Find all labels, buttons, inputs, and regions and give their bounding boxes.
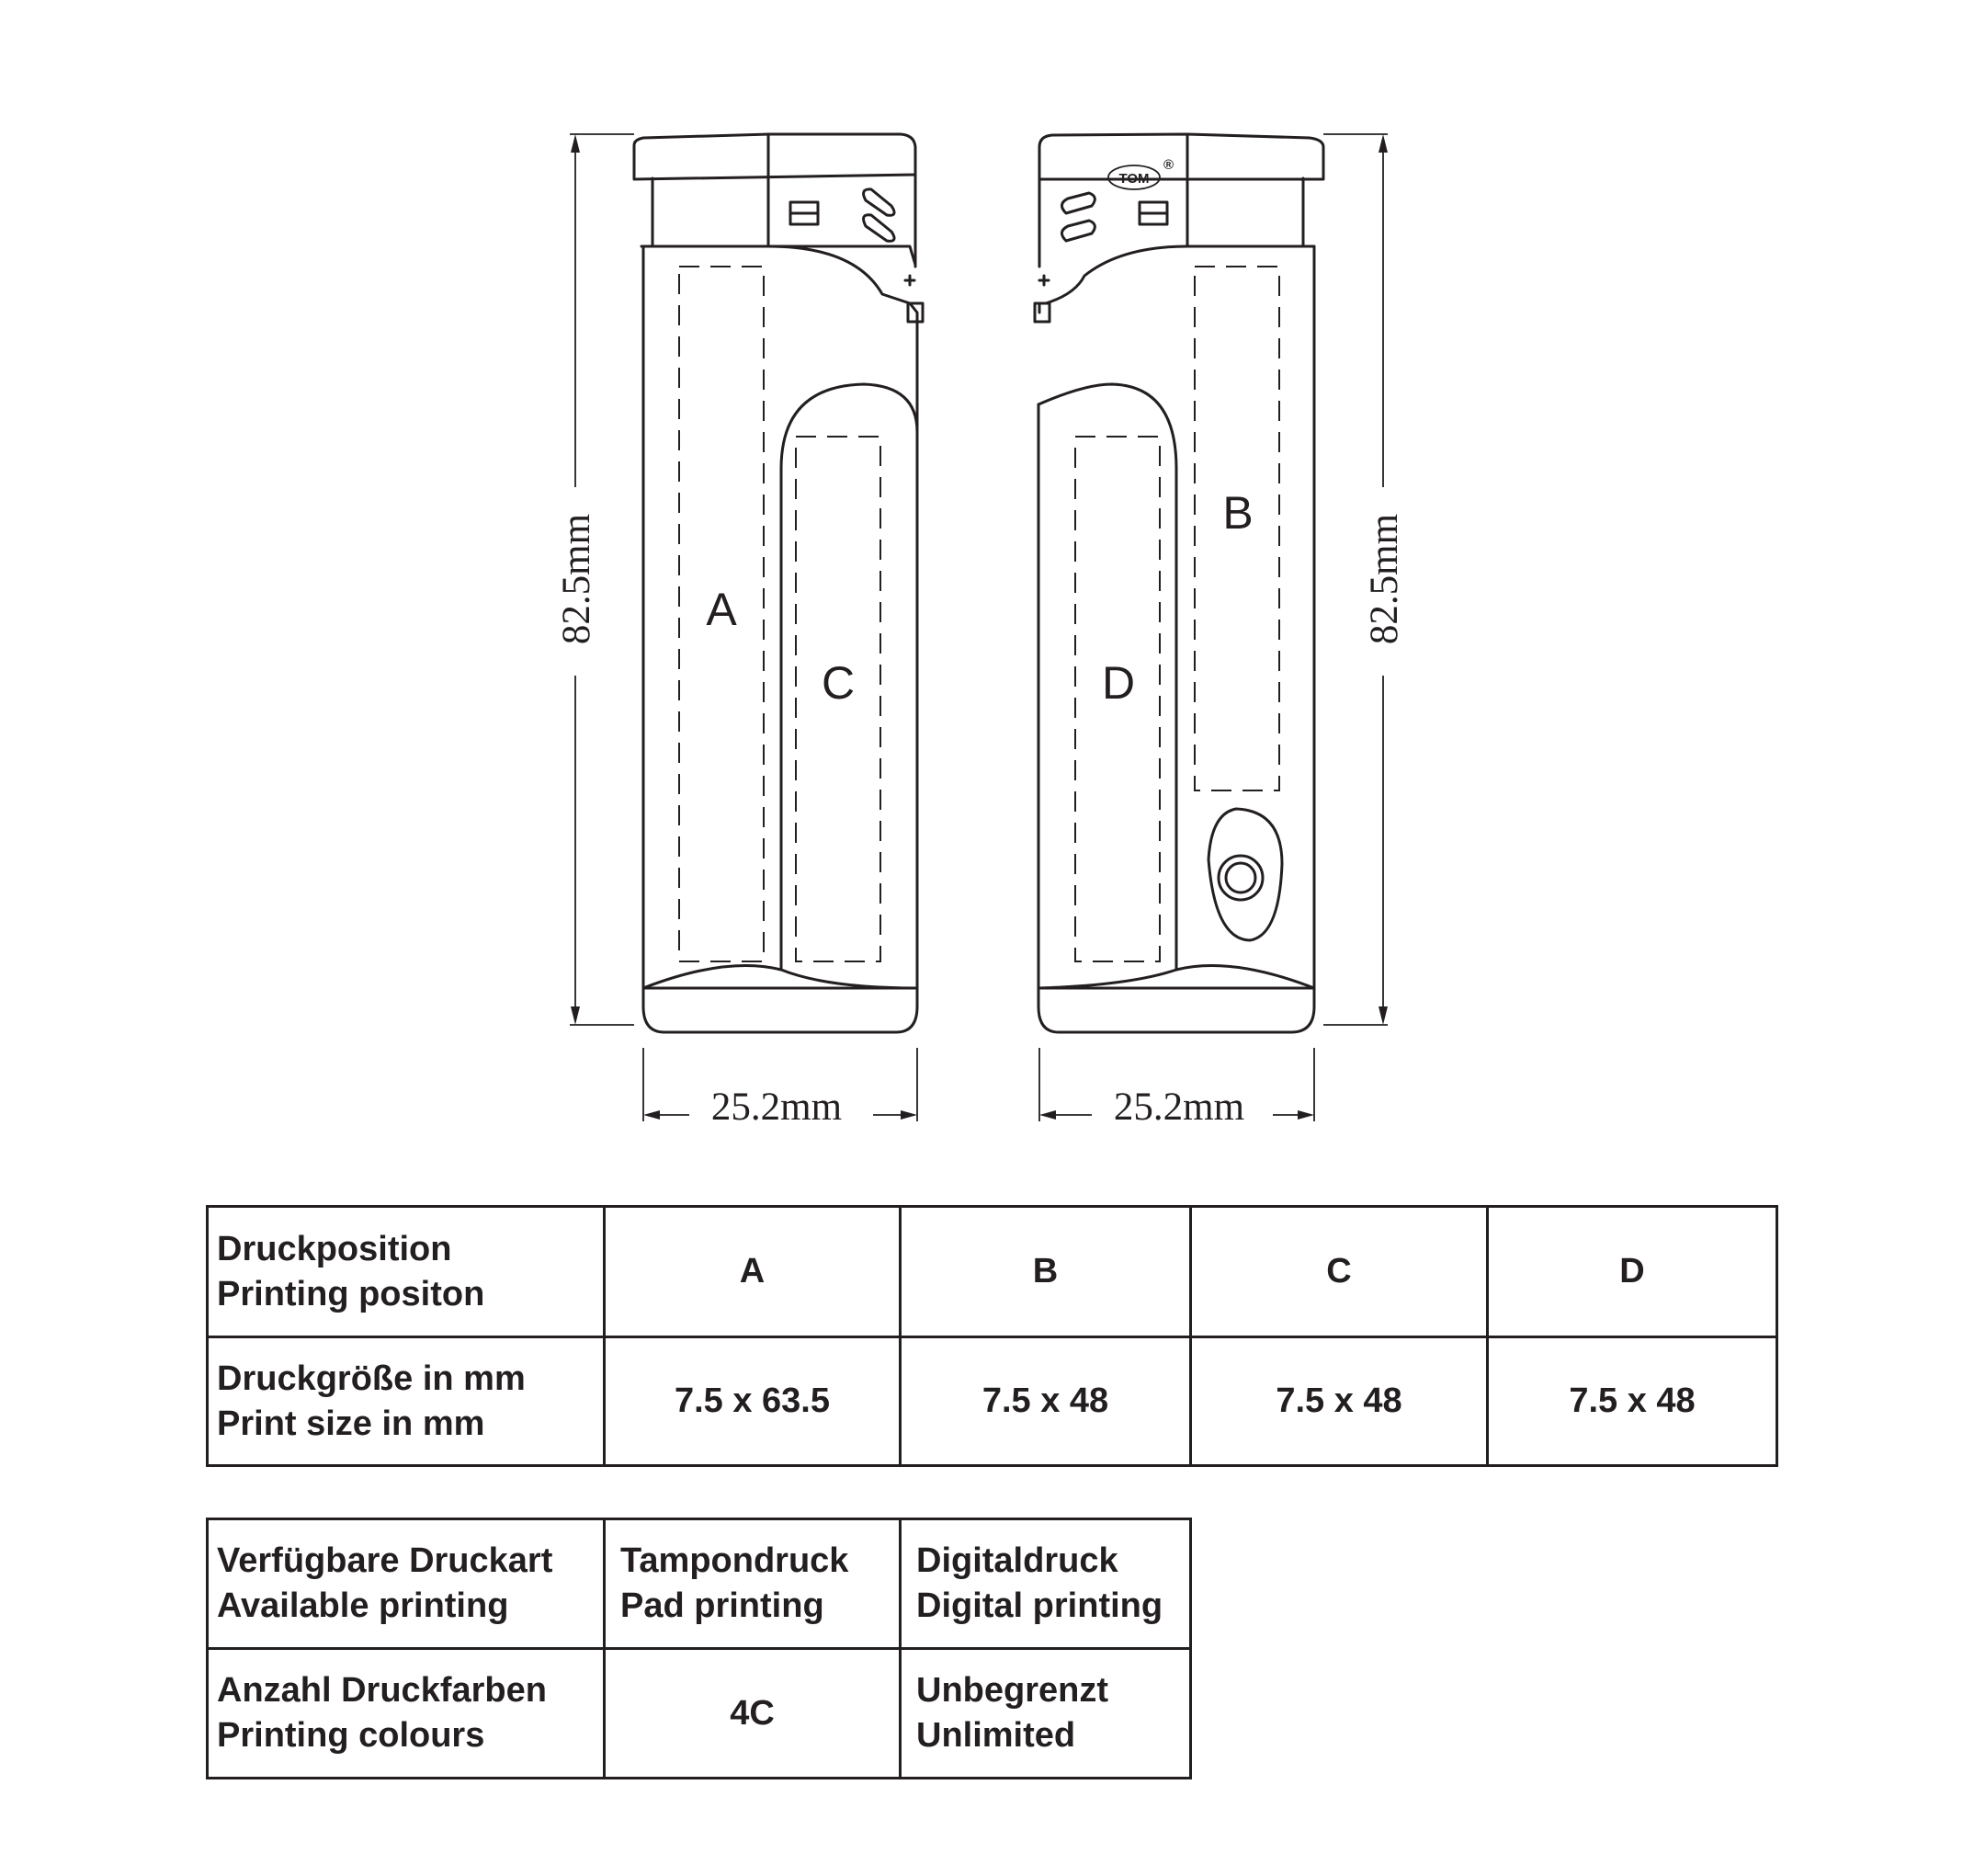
print-position-table (206, 1205, 1778, 1467)
size-header-en: Print size in mm (217, 1404, 485, 1443)
digital-colours-cell (901, 1649, 1191, 1779)
digital-printing-en: Digital printing (916, 1586, 1163, 1625)
zone-label-d: D (1101, 657, 1136, 709)
width-label-right: 25.2mm (1113, 1086, 1245, 1129)
pad-printing-en: Pad printing (620, 1586, 824, 1625)
digital-colours-de: Unbegrenzt (916, 1671, 1108, 1710)
height-dimension-right (1323, 134, 1406, 1025)
printing-type-row (208, 1519, 1191, 1649)
brand-logo-text: TOM (1118, 171, 1150, 187)
digital-printing-de: Digitaldruck (916, 1541, 1118, 1580)
position-header-en: Printing positon (217, 1274, 485, 1313)
position-b: B (901, 1207, 1191, 1337)
pad-printing-cell (605, 1519, 901, 1649)
lighter-front-view (634, 134, 923, 1032)
lighter-back-view (1035, 134, 1323, 1032)
position-header-cell (208, 1207, 605, 1337)
size-c: 7.5 x 48 (1191, 1337, 1488, 1466)
digital-printing-cell (901, 1519, 1191, 1649)
size-header-cell (208, 1337, 605, 1466)
zone-label-b: B (1222, 487, 1254, 539)
registered-mark: ® (1163, 157, 1174, 173)
size-header-de: Druckgröße in mm (217, 1359, 526, 1398)
ignition-button-icon (1208, 809, 1282, 940)
size-b: 7.5 x 48 (901, 1337, 1191, 1466)
vent-slots-icon (1061, 193, 1095, 241)
position-row (208, 1207, 1777, 1337)
position-d: D (1488, 1207, 1777, 1337)
pad-printing-de: Tampondruck (620, 1541, 849, 1580)
width-dimension-left (643, 1048, 917, 1129)
printing-method-table (206, 1518, 1192, 1779)
height-label-left: 82.5mm (555, 513, 598, 645)
printing-colours-en: Printing colours (217, 1716, 485, 1755)
size-a: 7.5 x 63.5 (605, 1337, 901, 1466)
position-header-de: Druckposition (217, 1229, 452, 1268)
pad-colours-cell: 4C (605, 1649, 901, 1779)
width-dimension-right (1039, 1048, 1314, 1129)
tom-logo (1108, 157, 1174, 189)
size-d: 7.5 x 48 (1488, 1337, 1777, 1466)
printing-colours-header-cell (208, 1649, 605, 1779)
digital-colours-en: Unlimited (916, 1716, 1076, 1755)
vent-slots-icon (864, 189, 894, 241)
printing-colours-de: Anzahl Druckfarben (217, 1671, 547, 1710)
printing-type-en: Available printing (217, 1586, 509, 1625)
size-row (208, 1337, 1777, 1466)
printing-type-de: Verfügbare Druckart (217, 1541, 553, 1580)
height-dimension-left (555, 134, 634, 1025)
printing-colours-row (208, 1649, 1191, 1779)
position-c: C (1191, 1207, 1488, 1337)
zone-label-a: A (706, 584, 737, 635)
height-label-right: 82.5mm (1363, 513, 1406, 645)
printing-type-header-cell (208, 1519, 605, 1649)
zone-label-c: C (821, 657, 856, 709)
position-a: A (605, 1207, 901, 1337)
width-label-left: 25.2mm (710, 1086, 843, 1129)
